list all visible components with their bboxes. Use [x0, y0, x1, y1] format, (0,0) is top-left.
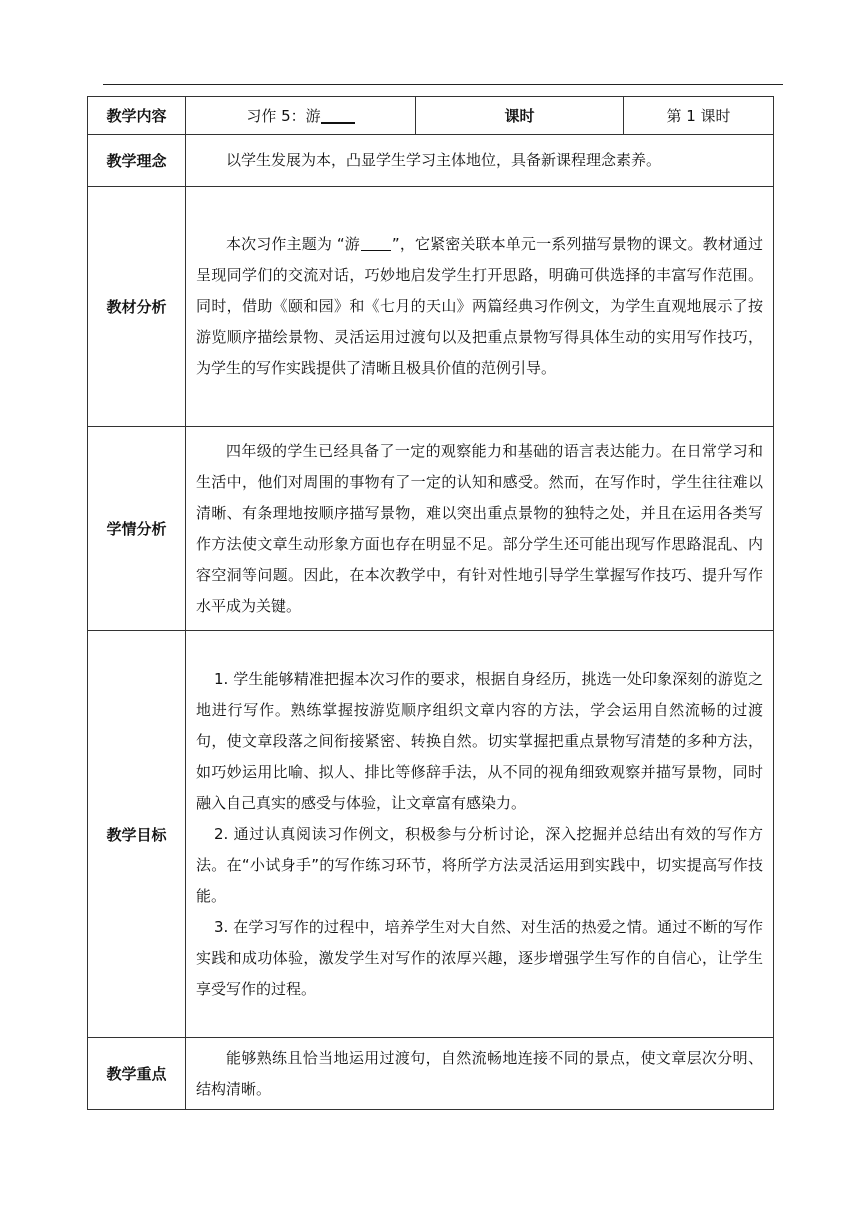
topic-text: 习作 5：游 — [246, 107, 321, 125]
label-material-analysis: 教材分析 — [88, 187, 186, 427]
philosophy-text: 以学生发展为本，凸显学生学习主体地位，具备新课程理念素养。 — [226, 151, 662, 169]
student-cell — [186, 427, 774, 631]
student-text: 四年级的学生已经具备了一定的观察能力和基础的语言表达能力。在日常学习和生活中，他们对周围的事物有了一定的认知和感受。然而，在写作时，学生往往难以清晰、有条理地按顺序描写景物，难以突出重点景物的独特之处，并且在运用各类写作方法使文章生动形象方面也存在明显不足。部分学生还可能出现写作思路混乱、内容空洞等问题。因此，在本次教学中，有针对性地引导学生掌握写作技巧、提升写作水平成为关键。 — [196, 441, 763, 615]
label-teaching-focus: 教学重点 — [88, 1038, 186, 1110]
material-blank — [361, 236, 391, 251]
focus-text: 能够熟练且恰当地运用过渡句，自然流畅地连接不同的景点，使文章层次分明、结构清晰。 — [196, 1048, 763, 1098]
row-teaching-philosophy — [88, 135, 774, 187]
row-teaching-focus — [88, 1038, 774, 1110]
material-text-part2: ”，它紧密关联本单元一系列描写景物的课文。教材通过呈现同学们的交流对话，巧妙地启发学生打开思路，明确可供选择的丰富写作范围。同时，借助《颐和园》和《七月的天山》两篇经典习作例文，为学生直观地展示了按游览顺序描绘景物、灵活运用过渡句以及把重点景物写得具体生动的实用写作技巧，为学生的写作实践提供了清晰且极具价值的范例引导。 — [196, 235, 763, 377]
row-student-analysis — [88, 427, 774, 631]
lesson-plan-table — [87, 96, 774, 1110]
label-period: 课时 — [416, 97, 624, 135]
goals-cell — [186, 631, 774, 1038]
label-teaching-goals: 教学目标 — [88, 631, 186, 1038]
material-text-part1: 本次习作主题为 “游 — [226, 235, 360, 253]
goal-item: 1. 学生能够精准把握本次习作的要求，根据自身经历，挑选一处印象深刻的游览之地进行写作。熟练掌握按游览顺序组织文章内容的方法，学会运用自然流畅的过渡句，使文章段落之间衔接紧密、转换自然。切实掌握把重点景物写清楚的多种方法，如巧妙运用比喻、拟人、排比等修辞手法，从不同的视角细致观察并描写景物，同时融入自己真实的感受与体验，让文章富有感染力。 — [196, 669, 763, 812]
material-cell — [186, 187, 774, 427]
topic-blank — [321, 106, 355, 124]
material-text — [186, 229, 773, 384]
goal-item: 3. 在学习写作的过程中，培养学生对大自然、对生活的热爱之情。通过不断的写作实践和成功体验，激发学生对写作的浓厚兴趣，逐步增强学生写作的自信心，让学生享受写作的过程。 — [196, 917, 763, 998]
row-material-analysis — [88, 187, 774, 427]
philosophy-cell — [186, 135, 774, 187]
row-teaching-goals — [88, 631, 774, 1038]
topic-cell — [186, 97, 416, 135]
row-teaching-content — [88, 97, 774, 135]
period-value: 第 1 课时 — [624, 97, 774, 135]
label-student-analysis: 学情分析 — [88, 427, 186, 631]
header-rule — [103, 84, 783, 85]
goal-item: 2. 通过认真阅读习作例文，积极参与分析讨论，深入挖掘并总结出有效的写作方法。在“小试身手”的写作练习环节，将所学方法灵活运用到实践中，切实提高写作技能。 — [196, 824, 763, 905]
focus-cell — [186, 1038, 774, 1110]
label-teaching-philosophy: 教学理念 — [88, 135, 186, 187]
label-teaching-content: 教学内容 — [88, 97, 186, 135]
